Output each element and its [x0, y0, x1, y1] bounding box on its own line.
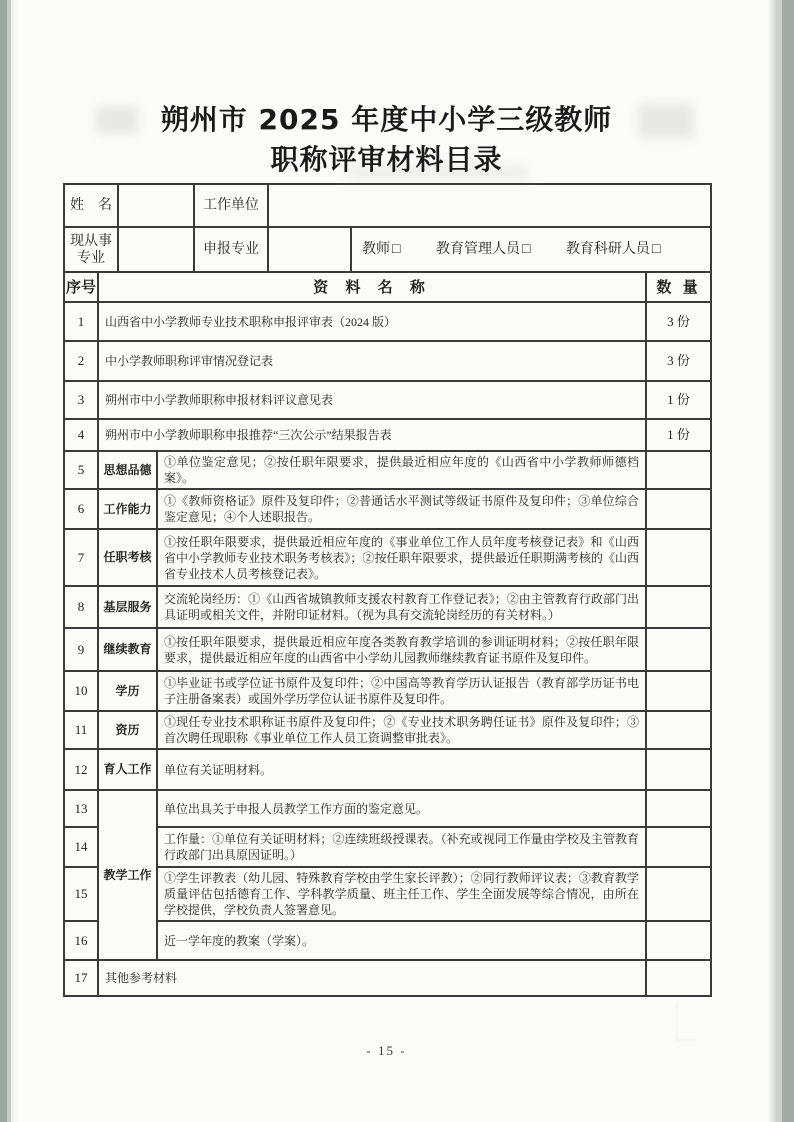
table-row	[64, 827, 711, 867]
desc-cell: ①毕业证书或学位证书原件及复印件；②中国高等教育学历认证报告（教育部学历证书电子注册备案表）或国外学历学位认证书原件及复印件。	[157, 671, 646, 711]
seq-cell: 6	[64, 489, 98, 529]
table-row	[64, 489, 711, 529]
title-line-1: 朔州市 2025 年度中小学三级教师	[160, 103, 613, 136]
current-profession-line2: 专业	[77, 250, 105, 266]
table-row	[64, 749, 711, 790]
qty-cell	[646, 749, 711, 790]
info-row-profession	[64, 227, 711, 272]
qty-cell: 3 份	[646, 302, 711, 341]
seq-cell: 11	[64, 711, 98, 749]
option-education-research-label: 教育科研人员	[565, 241, 650, 257]
qty-cell	[646, 671, 711, 711]
qty-cell	[646, 711, 711, 749]
qty-cell	[646, 960, 711, 996]
desc-cell: 交流轮岗经历：①《山西省城镇教师支援农村教育工作登记表》；②由主管教育行政部门出具证明或相关文件，并附印证材料。（视为具有交流轮岗经历的有关材料。）	[157, 586, 646, 628]
work-unit-label: 工作单位	[194, 184, 268, 227]
table-row	[64, 451, 711, 489]
table-row	[64, 628, 711, 671]
title-line-2: 职称评审材料目录	[270, 143, 503, 176]
table-row	[64, 711, 711, 749]
category-cell: 任职考核	[98, 529, 157, 586]
category-cell: 继续教育	[98, 628, 157, 671]
material-name-cell: 其他参考材料	[98, 960, 646, 996]
option-education-research	[566, 242, 660, 257]
qty-cell: 1 份	[646, 381, 711, 419]
seq-cell: 8	[64, 586, 98, 628]
name-label: 姓 名	[64, 184, 118, 227]
seq-cell: 5	[64, 451, 98, 489]
seq-cell: 1	[64, 302, 98, 341]
seq-cell: 9	[64, 628, 98, 671]
seq-cell: 14	[64, 827, 98, 867]
desc-cell: 工作量：①单位有关证明材料；②连续班级授课表。（补充或视同工作量由学校及主管教育行政部门出具原因证明。）	[157, 827, 646, 867]
option-teacher-label: 教师	[362, 241, 390, 257]
info-row-name	[64, 184, 711, 227]
apply-profession-label: 申报专业	[194, 227, 268, 272]
qty-cell	[646, 628, 711, 671]
checkbox-icon: □	[392, 241, 401, 257]
checkbox-icon: □	[521, 241, 531, 257]
materials-table	[63, 271, 712, 997]
desc-cell: ①按任职年限要求，提供最近相应年度的《事业单位工作人员年度考核登记表》和《山西省中小学教师专业技术职务考核表》；②按任职年限要求，提供最近任职期满考核的《山西省专业技术人员考核登记表》。	[157, 529, 646, 586]
table-row	[64, 302, 711, 341]
current-profession-line1: 现从事	[70, 233, 112, 249]
table-row	[64, 341, 711, 381]
scan-edge-right	[768, 0, 794, 1122]
desc-cell: 近一学年度的教案（学案）。	[157, 921, 646, 960]
current-profession-value-cell	[118, 227, 194, 272]
qty-cell	[646, 867, 711, 921]
qty-cell	[646, 451, 711, 489]
qty-cell	[646, 921, 711, 960]
seq-cell: 4	[64, 419, 98, 451]
seq-cell: 7	[64, 529, 98, 586]
category-cell: 学历	[98, 671, 157, 711]
qty-cell	[646, 586, 711, 628]
current-profession-label	[64, 227, 118, 272]
apply-profession-value-cell	[268, 227, 351, 272]
qty-cell	[646, 827, 711, 867]
category-cell: 思想品德	[98, 451, 157, 489]
document-title	[63, 100, 710, 180]
seq-cell: 15	[64, 867, 98, 921]
desc-cell: ①学生评教表（幼儿园、特殊教育学校由学生家长评教）；②同行教师评议表；③教育教学质量评估包括德育工作、学科教学质量、班主任工作、学生全面发展等综合情况，由所在学校提供，学校负责人签署意见。	[157, 867, 646, 921]
option-education-admin-label: 教育管理人员	[435, 241, 520, 257]
seq-cell: 17	[64, 960, 98, 996]
table-row	[64, 867, 711, 921]
page-number: - 15 -	[366, 1043, 407, 1058]
table-row	[64, 960, 711, 996]
desc-cell: ①《教师资格证》原件及复印件；②普通话水平测试等级证书原件及复印件；③单位综合鉴定意见；④个人述职报告。	[157, 489, 646, 529]
qty-cell: 3 份	[646, 341, 711, 381]
table-header-row	[64, 272, 711, 302]
qty-cell	[646, 489, 711, 529]
category-cell: 资历	[98, 711, 157, 749]
scan-edge-left	[0, 0, 18, 1122]
work-unit-value-cell	[268, 184, 711, 227]
table-row	[64, 921, 711, 960]
seq-cell: 2	[64, 341, 98, 381]
material-name-cell: 山西省中小学教师专业技术职称申报评审表（2024 版）	[98, 302, 646, 341]
material-name-cell: 朔州市中小学教师职称申报推荐“三次公示”结果报告表	[98, 419, 646, 451]
seq-header: 序号	[64, 272, 98, 302]
document-page	[63, 0, 710, 1059]
name-value-cell	[118, 184, 194, 227]
quantity-header: 数 量	[646, 272, 711, 302]
material-name-cell: 中小学教师职称评审情况登记表	[98, 341, 646, 381]
material-name-cell: 朔州市中小学教师职称申报材料评议意见表	[98, 381, 646, 419]
category-cell: 育人工作	[98, 749, 157, 790]
desc-cell: 单位出具关于申报人员教学工作方面的鉴定意见。	[157, 790, 646, 827]
option-education-admin	[436, 242, 530, 257]
desc-cell: ①按任职年限要求，提供最近相应年度各类教育教学培训的参训证明材料；②按任职年限要求，提供最近相应年度的山西省中小学幼儿园教师继续教育证书原件及复印件。	[157, 628, 646, 671]
table-row	[64, 790, 711, 827]
seq-cell: 13	[64, 790, 98, 827]
seq-cell: 10	[64, 671, 98, 711]
checkbox-icon: □	[651, 241, 661, 257]
category-cell-teaching: 教学工作	[98, 790, 157, 960]
category-cell: 工作能力	[98, 489, 157, 529]
qty-cell	[646, 790, 711, 827]
qty-cell: 1 份	[646, 419, 711, 451]
option-teacher	[362, 242, 400, 257]
applicant-info-table	[63, 183, 712, 273]
role-options-cell	[351, 227, 711, 272]
material-name-header: 资 料 名 称	[98, 272, 646, 302]
table-row	[64, 586, 711, 628]
category-cell: 基层服务	[98, 586, 157, 628]
seq-cell: 3	[64, 381, 98, 419]
table-row	[64, 381, 711, 419]
desc-cell: ①现任专业技术职称证书原件及复印件；②《专业技术职务聘任证书》原件及复印件；③首次聘任现职称《事业单位工作人员工资调整审批表》。	[157, 711, 646, 749]
desc-cell: ①单位鉴定意见；②按任职年限要求，提供最近相应年度的《山西省中小学教师师德档案》。	[157, 451, 646, 489]
table-row	[64, 671, 711, 711]
seq-cell: 16	[64, 921, 98, 960]
seq-cell: 12	[64, 749, 98, 790]
table-row	[64, 529, 711, 586]
table-row	[64, 419, 711, 451]
desc-cell: 单位有关证明材料。	[157, 749, 646, 790]
qty-cell	[646, 529, 711, 586]
